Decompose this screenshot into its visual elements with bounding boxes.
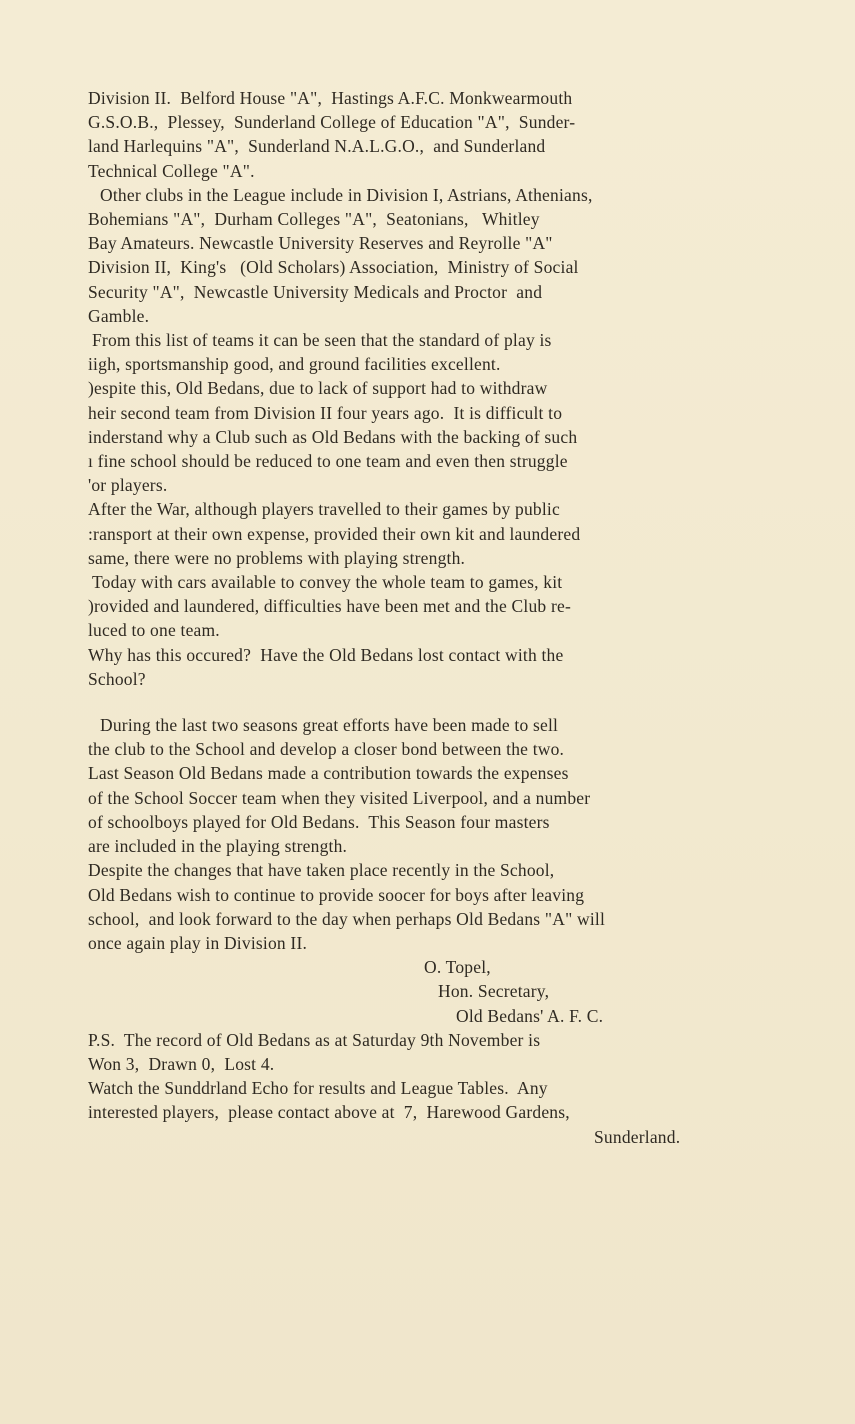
text-line: of schoolboys played for Old Bedans. This Season four masters xyxy=(88,811,550,832)
text-line: Why has this occured? Have the Old Bedans lost contact with the xyxy=(88,644,564,665)
text-line: Technical College "A". xyxy=(88,160,255,181)
text-line: )rovided and laundered, difficulties have been met and the Club re- xyxy=(88,596,571,617)
text-line: inderstand why a Club such as Old Bedans with the backing of such xyxy=(88,426,578,447)
text-line: After the War, although players travelled to their games by public xyxy=(88,499,560,520)
paragraph-after-the-war xyxy=(88,497,778,570)
text-line: once again play in Division II. xyxy=(88,932,308,953)
text-line: Despite the changes that have taken place recently in the School, xyxy=(88,860,555,881)
text-line: )espite this, Old Bedans, due to lack of support had to withdraw xyxy=(88,378,548,399)
text-line: luced to one team. xyxy=(88,620,220,641)
text-line: school, and look forward to the day when perhaps Old Bedans "A" will xyxy=(88,908,606,929)
text-line: Bay Amateurs. Newcastle University Reserves and Reyrolle "A" xyxy=(88,233,553,254)
signature-block xyxy=(88,955,778,1028)
paragraph-why xyxy=(88,643,778,691)
text-line: Division II. Belford House "A", Hastings A.F.C. Monkwearmouth xyxy=(88,88,573,108)
signature-club: Old Bedans' A. F. C. xyxy=(456,1005,604,1026)
text-line: Today with cars available to convey the whole team to games, kit xyxy=(92,572,563,593)
text-line: Sunderland. xyxy=(594,1126,681,1147)
signature-title: Hon. Secretary, xyxy=(438,981,550,1002)
text-line: are included in the playing strength. xyxy=(88,836,348,857)
text-line: Gamble. xyxy=(88,305,150,326)
text-line: Other clubs in the League include in Division I, Astrians, Athenians, xyxy=(100,184,593,205)
text-line: the club to the School and develop a closer bond between the two. xyxy=(88,739,565,760)
paragraph-division-two-clubs xyxy=(88,86,778,183)
text-line: Watch the Sunddrland Echo for results and League Tables. Any xyxy=(88,1078,548,1099)
text-line: Bohemians "A", Durham Colleges "A", Seatonians, Whitley xyxy=(88,209,540,230)
text-line: of the School Soccer team when they visited Liverpool, and a number xyxy=(88,787,591,808)
paragraph-today xyxy=(88,570,778,643)
signature-name: O. Topel, xyxy=(424,957,491,978)
postscript xyxy=(88,1028,778,1149)
text-line: Division II, King's (Old Scholars) Association, Ministry of Social xyxy=(88,257,579,278)
paragraph-standard-of-play xyxy=(88,328,778,497)
paragraph-gap xyxy=(88,691,778,713)
letter-body xyxy=(88,86,778,1149)
text-line: heir second team from Division II four years ago. It is difficult to xyxy=(88,402,563,423)
text-line: Won 3, Drawn 0, Lost 4. xyxy=(88,1053,275,1074)
text-line: interested players, please contact above at 7, Harewood Gardens, xyxy=(88,1102,570,1123)
text-line: School? xyxy=(88,668,146,689)
text-line: ı fine school should be reduced to one team and even then struggle xyxy=(88,451,568,472)
text-line: Last Season Old Bedans made a contribution towards the expenses xyxy=(88,763,569,784)
text-line: P.S. The record of Old Bedans as at Saturday 9th November is xyxy=(88,1029,541,1050)
text-line: :ransport at their own expense, provided their own kit and laundered xyxy=(88,523,581,544)
text-line: iigh, sportsmanship good, and ground facilities excellent. xyxy=(88,354,501,375)
text-line: land Harlequins "A", Sunderland N.A.L.G.O., and Sunderland xyxy=(88,136,546,157)
paragraph-last-two-seasons xyxy=(88,713,778,955)
text-line: same, there were no problems with playing strength. xyxy=(88,547,466,568)
text-line: Old Bedans wish to continue to provide soocer for boys after leaving xyxy=(88,884,585,905)
text-line: G.S.O.B., Plessey, Sunderland College of Education "A", Sunder- xyxy=(88,112,576,133)
text-line: 'or players. xyxy=(88,475,168,496)
text-line: During the last two seasons great efforts have been made to sell xyxy=(100,715,559,736)
text-line: Security "A", Newcastle University Medicals and Proctor and xyxy=(88,281,543,302)
text-line: From this list of teams it can be seen that the standard of play is xyxy=(92,330,552,351)
paragraph-other-clubs xyxy=(88,183,778,328)
